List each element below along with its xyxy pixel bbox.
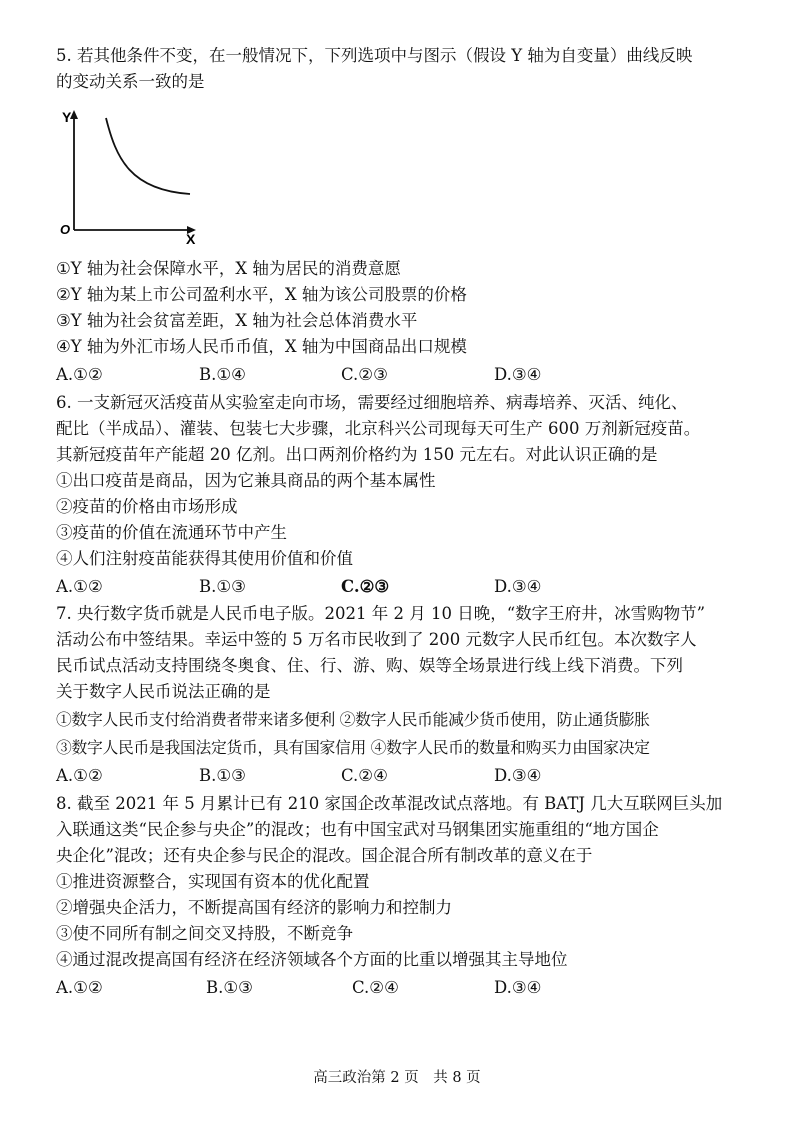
q7-stem-line-2: 活动公布中签结果。幸运中签的 5 万名市民收到了 200 元数字人民币红包。本次数字人 bbox=[56, 630, 697, 649]
q8-option-a[interactable]: A.①② bbox=[56, 978, 103, 997]
q7-items-line-1: ①数字人民币支付给消费者带来诸多便利 ②数字人民币能减少货币使用，防止通货膨胀 bbox=[56, 710, 650, 729]
q5-item-1: ①Y 轴为社会保障水平，X 轴为居民的消费意愿 bbox=[56, 259, 401, 278]
q6-item-3: ③疫苗的价值在流通环节中产生 bbox=[56, 523, 287, 542]
q7-option-a[interactable]: A.①② bbox=[56, 766, 103, 785]
y-axis-label: Y bbox=[62, 109, 72, 125]
q5-option-a[interactable]: A.①② bbox=[56, 365, 103, 384]
q6-item-4: ④人们注射疫苗能获得其使用价值和价值 bbox=[56, 549, 353, 568]
q5-item-3: ③Y 轴为社会贫富差距，X 轴为社会总体消费水平 bbox=[56, 311, 418, 330]
inverse-curve bbox=[106, 118, 190, 194]
q8-option-b[interactable]: B.①③ bbox=[206, 978, 253, 997]
q5-option-d[interactable]: D.③④ bbox=[494, 365, 542, 384]
q6-option-a[interactable]: A.①② bbox=[56, 577, 103, 596]
q7-stem-line-1: 7. 央行数字货币就是人民币电子版。2021 年 2 月 10 日晚，“数字王府井，冰雪购物节” bbox=[56, 604, 706, 623]
q7-stem-line-3: 民币试点活动支持围绕冬奥食、住、行、游、购、娱等全场景进行线上线下消费。下列 bbox=[56, 656, 683, 675]
q8-option-d[interactable]: D.③④ bbox=[494, 978, 542, 997]
q6-stem-line-1: 6. 一支新冠灭活疫苗从实验室走向市场，需要经过细胞培养、病毒培养、灭活、纯化、 bbox=[56, 393, 688, 412]
q6-item-2: ②疫苗的价格由市场形成 bbox=[56, 497, 238, 516]
q8-stem-line-3: 央企化”混改；还有央企参与民企的混改。国企混合所有制改革的意义在于 bbox=[56, 846, 593, 865]
q8-options bbox=[56, 975, 756, 1001]
q7-stem-line-4: 关于数字人民币说法正确的是 bbox=[56, 682, 271, 701]
q8-item-1: ①推进资源整合，实现国有资本的优化配置 bbox=[56, 872, 370, 891]
x-axis-label: X bbox=[186, 231, 196, 247]
q7-items-line-2: ③数字人民币是我国法定货币，具有国家信用 ④数字人民币的数量和购买力由国家决定 bbox=[56, 738, 650, 757]
q5-item-2: ②Y 轴为某上市公司盈利水平，X 轴为该公司股票的价格 bbox=[56, 285, 467, 304]
q5-option-c[interactable]: C.②③ bbox=[341, 365, 388, 384]
q6-options bbox=[56, 574, 756, 600]
q7-option-b[interactable]: B.①③ bbox=[199, 766, 246, 785]
q5-stem-line-2: 的变动关系一致的是 bbox=[56, 72, 205, 91]
q5-options bbox=[56, 362, 756, 388]
q5-curve-graph bbox=[62, 108, 212, 246]
origin-label: O bbox=[60, 222, 71, 237]
q8-stem-line-2: 入联通这类“民企参与央企”的混改；也有中国宝武对马钢集团实施重组的“地方国企 bbox=[56, 820, 659, 839]
q6-option-d[interactable]: D.③④ bbox=[494, 577, 542, 596]
q5-option-b[interactable]: B.①④ bbox=[199, 365, 246, 384]
q7-options bbox=[56, 763, 756, 789]
q6-option-b[interactable]: B.①③ bbox=[199, 577, 246, 596]
q6-item-1: ①出口疫苗是商品，因为它兼具商品的两个基本属性 bbox=[56, 471, 436, 490]
q8-item-2: ②增强央企活力，不断提高国有经济的影响力和控制力 bbox=[56, 898, 452, 917]
q5-stem-line-1: 5. 若其他条件不变，在一般情况下，下列选项中与图示（假设 Y 轴为自变量）曲线反映 bbox=[56, 46, 693, 65]
q5-item-4: ④Y 轴为外汇市场人民币币值，X 轴为中国商品出口规模 bbox=[56, 337, 467, 356]
q6-stem-line-3: 其新冠疫苗年产能超 20 亿剂。出口两剂价格约为 150 元左右。对此认识正确的是 bbox=[56, 445, 658, 464]
q6-stem-line-2: 配比（半成品）、灌装、包装七大步骤，北京科兴公司现每天可生产 600 万剂新冠疫苗。 bbox=[56, 419, 701, 438]
page-footer: 高三政治第 2 页 共 8 页 bbox=[313, 1070, 481, 1086]
q8-stem-line-1: 8. 截至 2021 年 5 月累计已有 210 家国企改革混改试点落地。有 BATJ 几大互联网巨头加 bbox=[56, 794, 723, 813]
q7-option-d[interactable]: D.③④ bbox=[494, 766, 542, 785]
q8-item-4: ④通过混改提高国有经济在经济领域各个方面的比重以增强其主导地位 bbox=[56, 950, 568, 969]
q8-item-3: ③使不同所有制之间交叉持股，不断竞争 bbox=[56, 924, 353, 943]
q7-option-c[interactable]: C.②④ bbox=[341, 766, 388, 785]
q8-option-c[interactable]: C.②④ bbox=[352, 978, 399, 997]
q6-option-c[interactable]: C.②③ bbox=[341, 577, 390, 596]
q5-graph-svg bbox=[62, 108, 212, 246]
